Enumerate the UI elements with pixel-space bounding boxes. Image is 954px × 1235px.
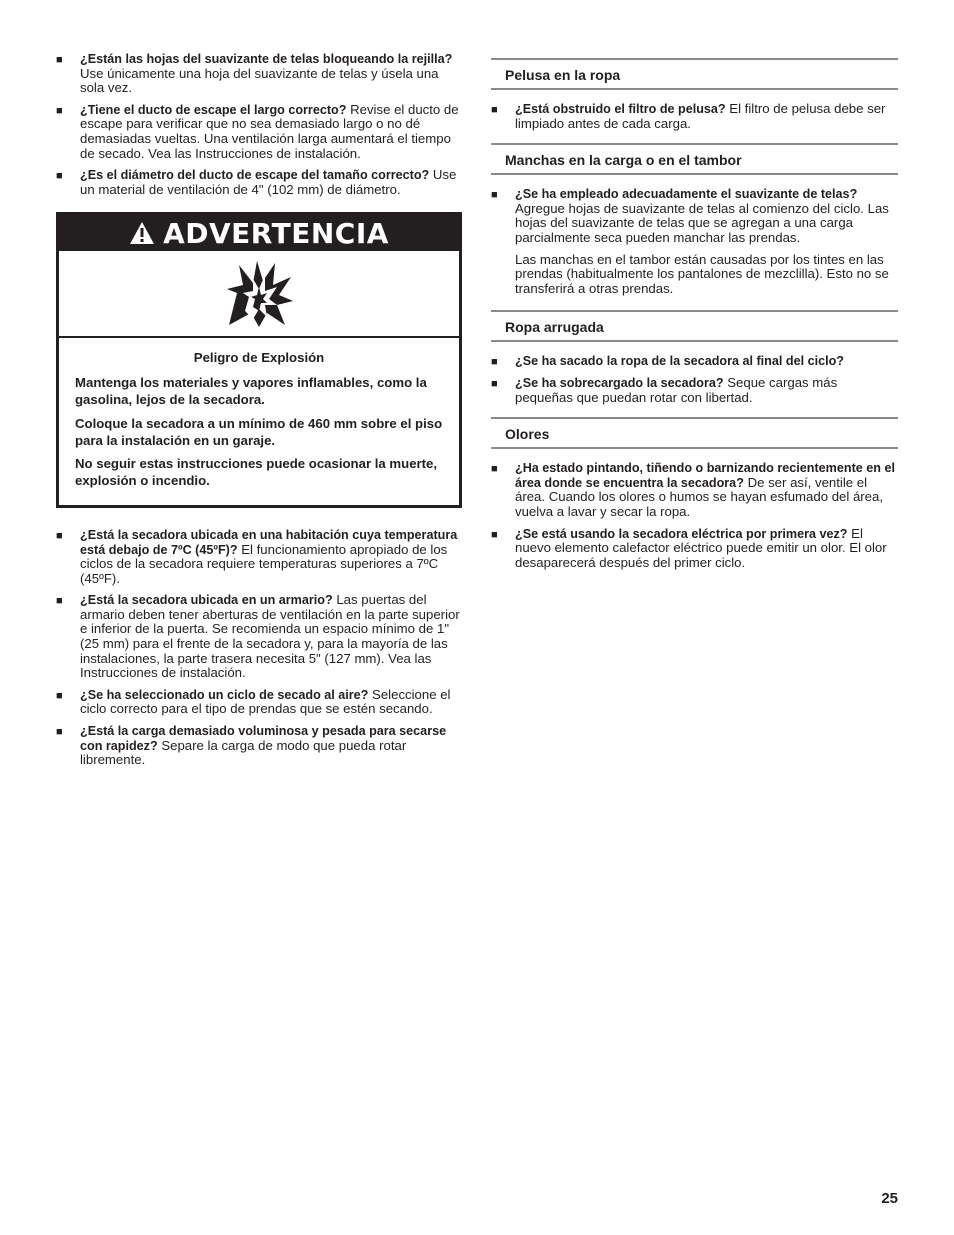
section-heading: Manchas en la carga o en el tambor xyxy=(491,143,898,175)
list-item: ■ ¿Está la carga demasiado voluminosa y pesada para secarse con rapidez? Separe la carga de modo que pueda rotar libremente. xyxy=(56,724,447,768)
section-heading: Pelusa en la ropa xyxy=(491,58,898,90)
bullet-icon: ■ xyxy=(56,529,63,542)
list-item: ■ ¿Está obstruido el filtro de pelusa? El filtro de pelusa debe ser limpiado antes de cada carga. xyxy=(491,101,886,131)
left-column xyxy=(56,52,464,775)
list-item: ■ ¿Se ha sacado la ropa de la secadora al final del ciclo? xyxy=(491,354,844,369)
bullet-icon: ■ xyxy=(491,377,498,390)
warning-box xyxy=(56,212,462,508)
bullet-icon: ■ xyxy=(56,54,63,66)
warning-text: No seguir estas instrucciones puede ocasionar la muerte, explosión o incendio. xyxy=(75,456,438,489)
bullet-icon: ■ xyxy=(491,463,498,476)
warning-text: Mantenga los materiales y vapores inflamables, como la gasolina, lejos de la secadora. xyxy=(75,375,427,407)
list-item: ■ ¿Están las hojas del suavizante de telas bloqueando la rejilla? Use únicamente una hoja del suavizante de telas y úsela una sola vez. xyxy=(56,52,453,96)
bullet-icon: ■ xyxy=(56,726,63,739)
warning-body xyxy=(59,338,459,505)
right-column xyxy=(491,58,898,577)
list-item: ■ ¿Está la secadora ubicada en un armario? Las puertas del armario deben tener aberturas de ventilación en la parte superior e inferior de la puerta. Se recomienda un espacio mínimo de 1" (25 mm) para el frente de la secadora y, para la mayoría de las instalaciones, la parte trasera necesita 5" (127 mm). Vea las Instrucciones de instalación. xyxy=(56,592,460,681)
warning-triangle-icon xyxy=(129,221,155,245)
explosion-icon xyxy=(223,259,295,329)
warning-icon-row xyxy=(59,251,459,338)
warning-title: ADVERTENCIA xyxy=(163,216,389,250)
page-number: 25 xyxy=(881,1190,898,1207)
paragraph: Las manchas en el tambor están causadas por los tintes en las prendas (habitualmente los pantalones de mezclilla). Esto no se transferirá a otras prendas. xyxy=(515,251,889,296)
list-item: ■ ¿Tiene el ducto de escape el largo correcto? Revise el ducto de escape para verificar que no sea demasiado largo o no dé demasiadas vueltas. Una ventilación larga aumentará el tiempo de secado. Vea las Instrucciones de instalación. xyxy=(56,101,459,161)
warning-header xyxy=(59,215,459,251)
list-item: ■ ¿Está la secadora ubicada en una habitación cuya temperatura está debajo de 7ºC (45ºF)? El funcionamiento apropiado de los ciclos de la secadora requiere temperaturas superiores a 7ºC (45ºF). xyxy=(56,527,458,586)
bullet-icon: ■ xyxy=(491,189,498,202)
bullet-icon: ■ xyxy=(56,170,63,183)
section-heading: Olores xyxy=(491,417,898,449)
bullet-icon: ■ xyxy=(56,689,63,702)
bullet-icon: ■ xyxy=(56,104,63,117)
warning-heading: Peligro de Explosión xyxy=(193,350,325,366)
bullet-icon: ■ xyxy=(491,528,498,541)
list-item: ■ ¿Es el diámetro del ducto de escape del tamaño correcto? Use un material de ventilación de 4" (102 mm) de diámetro. xyxy=(56,167,457,197)
bullet-icon: ■ xyxy=(491,356,498,369)
section-heading: Ropa arrugada xyxy=(491,310,898,342)
warning-text: Coloque la secadora a un mínimo de 460 mm sobre el piso para la instalación en un garaje. xyxy=(75,415,443,448)
list-item: ■ ¿Se está usando la secadora eléctrica por primera vez? El nuevo elemento calefactor eléctrico puede emitir un olor. El olor desaparecerá después del primer ciclo. xyxy=(491,525,887,570)
bullet-icon: ■ xyxy=(56,595,63,608)
list-item: ■ ¿Ha estado pintando, tiñendo o barnizando recientemente en el área donde se encuentra la secadora? De ser así, ventile el área. Cuando los olores o humos se hayan esfumado del área, vuelva a lavar y secar la ropa. xyxy=(491,461,895,519)
list-item: ■ ¿Se ha seleccionado un ciclo de secado al aire? Seleccione el ciclo correcto para el tipo de prendas que se estén secando. xyxy=(56,686,451,717)
list-item: ■ ¿Se ha sobrecargado la secadora? Seque cargas más pequeñas que puedan rotar con libertad. xyxy=(491,374,838,405)
bullet-icon: ■ xyxy=(491,104,498,116)
list-item: ■ ¿Se ha empleado adecuadamente el suavizante de telas? Agregue hojas de suavizante de telas al comienzo del ciclo. Las hojas del suavizante de telas que se agregan a una carga parcialmente seca pueden manchar las prendas. xyxy=(491,187,889,245)
